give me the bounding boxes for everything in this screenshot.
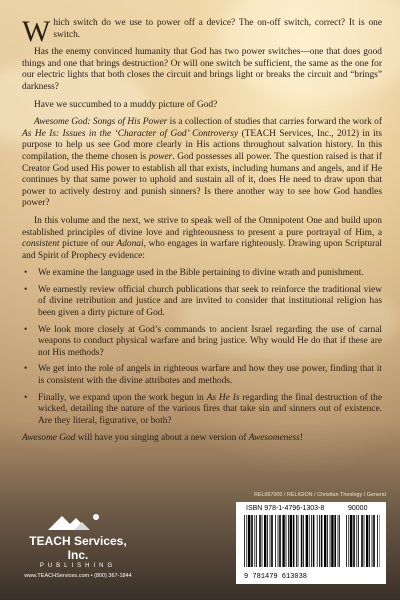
paragraph-volume: In this volume and the next, we strive to speak well of the Omnipotent One and build upon established principles of divine love and righteousness to present a pure portrayal of Him, a consistent picture of our Adonai, who engages in warfare righteously. Drawing upon Scriptural and Spirit of Prophecy evidence: xyxy=(22,215,382,261)
price-code: 90000 xyxy=(348,505,368,512)
blurb xyxy=(22,15,382,451)
bullet-list xyxy=(22,268,382,427)
logo-mark xyxy=(18,508,138,534)
publisher-name: TEACH Services, Inc. xyxy=(29,534,127,562)
barcode-bars xyxy=(244,515,342,567)
paragraph-collection: Awesome God: Songs of His Power is a collection of studies that carries forward the work of As He Is: Issues in the ‘Character of God’ Controversy (TEACH Services, Inc., 2012) in its purpose to help us see God more clearly in His actions throughout salvation history. In this compilation, the theme chosen is power. God possesses all power. The question raised is that if Creator God used His power to establish all that exists, including humans and angels, and if He continues by that same power to uphold and sustain all of it, does He need to draw upon that power to actively destroy and punish sinners? Is there another way to see how God handles power? xyxy=(22,117,382,209)
list-item: • We get into the role of angels in righteous warfare and how they use power, finding that it is consistent with the divine attributes and methods. xyxy=(22,364,382,387)
paragraph-question: Has the enemy convinced humanity that God has two power switches—one that does good things and one that brings destruction? Or will one switch be sufficient, the same as the one for our electric lights that both closes the circuit and brings light or breaks the circuit and “brings” darkness? xyxy=(22,47,382,92)
list-item: • Finally, we expand upon the work begun in As He Is regarding the final destruction of the wicked, detailing the nature of the various fires that take sin and sinners out of existence. Are they literal, figurative, or both? xyxy=(22,393,382,428)
category-code: REL067000 / RELIGION / Christian Theology / General xyxy=(254,492,386,498)
bottom-section xyxy=(0,480,400,600)
barcode-addon-bars xyxy=(346,515,380,567)
barcode xyxy=(236,502,386,584)
drop-cap: W xyxy=(22,15,51,48)
publisher-logo xyxy=(18,508,138,579)
list-item: • We examine the language used in the Bible pertaining to divine wrath and punishment. xyxy=(22,268,382,280)
list-item: • We look more closely at God’s commands to ancient Israel regarding the use of carnal weapons to conduct physical warfare and bring justice. Why would He do that if these are not His methods? xyxy=(22,325,382,360)
paragraph-closing: Awesome God will have you singing about a new version of Awesomeness! xyxy=(22,433,303,444)
barcode-number: 9 781479 613038 xyxy=(244,573,308,581)
paragraph-muddy: Have we succumbed to a muddy picture of God? xyxy=(34,99,218,110)
isbn-label: ISBN 978-1-4796-1303-8 xyxy=(246,505,325,512)
list-item: • We earnestly review official church publications that seek to reinforce the traditional view of divine retribution and justice and are invited to consider that institutional religion has been given a dirty picture of God. xyxy=(22,285,382,320)
paragraph-intro: Which switch do we use to power off a device? The on-off switch, correct? It is one switch. xyxy=(22,15,382,48)
publisher-contact: www.TEACHServices.com • (800) 367-1844 xyxy=(24,573,132,579)
publisher-sub: PUBLISHING xyxy=(39,563,117,569)
logo-shapes-icon xyxy=(18,508,138,534)
